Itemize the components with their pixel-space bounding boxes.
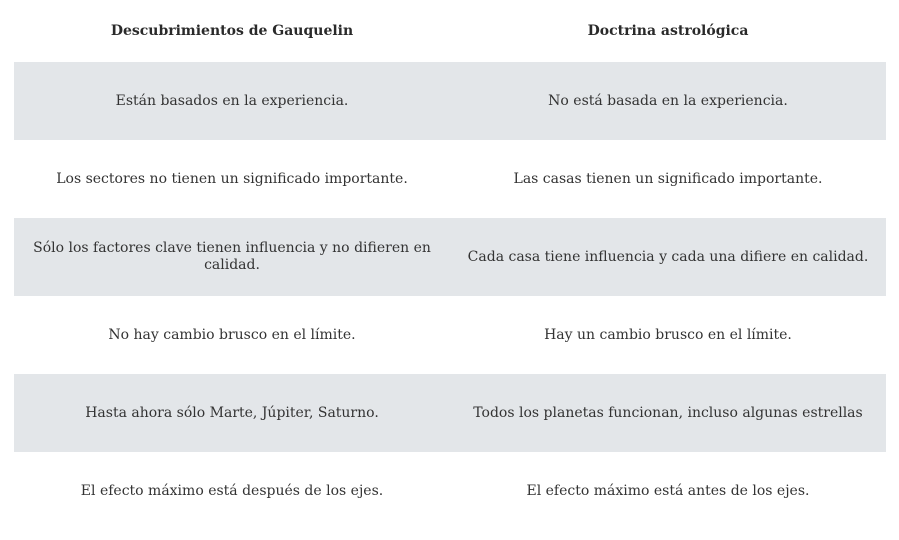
- cell-astrology: El efecto máximo está antes de los ejes.: [526, 482, 810, 499]
- cell-astrology: Hay un cambio brusco en el límite.: [544, 326, 792, 343]
- header-astrology: Doctrina astrológica: [587, 23, 749, 39]
- cell-astrology: Todos los planetas funcionan, incluso algunas estrellas: [450, 374, 886, 452]
- cell-gauquelin: El efecto máximo está después de los ejes.: [80, 482, 384, 499]
- table-row: [14, 374, 886, 452]
- cell-gauquelin: Los sectores no tienen un significado importante.: [56, 170, 408, 187]
- cell-gauquelin: Sólo los factores clave tienen influencia y no difieren en calidad.: [14, 218, 450, 296]
- table-row: [14, 140, 886, 218]
- table-header-row: [14, 0, 886, 62]
- cell-gauquelin: Hasta ahora sólo Marte, Júpiter, Saturno.: [14, 374, 450, 452]
- table-row: [14, 296, 886, 374]
- header-gauquelin: Descubrimientos de Gauquelin: [110, 23, 354, 39]
- table-row: [14, 218, 886, 296]
- comparison-table: [14, 0, 886, 530]
- cell-astrology: No está basada en la experiencia.: [450, 62, 886, 140]
- table-row: [14, 62, 886, 140]
- table-row: [14, 452, 886, 530]
- comparison-table-container: [14, 0, 886, 530]
- cell-astrology: Cada casa tiene influencia y cada una difiere en calidad.: [450, 218, 886, 296]
- cell-gauquelin: Están basados en la experiencia.: [14, 62, 450, 140]
- cell-astrology: Las casas tienen un significado importante.: [513, 170, 823, 187]
- cell-gauquelin: No hay cambio brusco en el límite.: [108, 326, 356, 343]
